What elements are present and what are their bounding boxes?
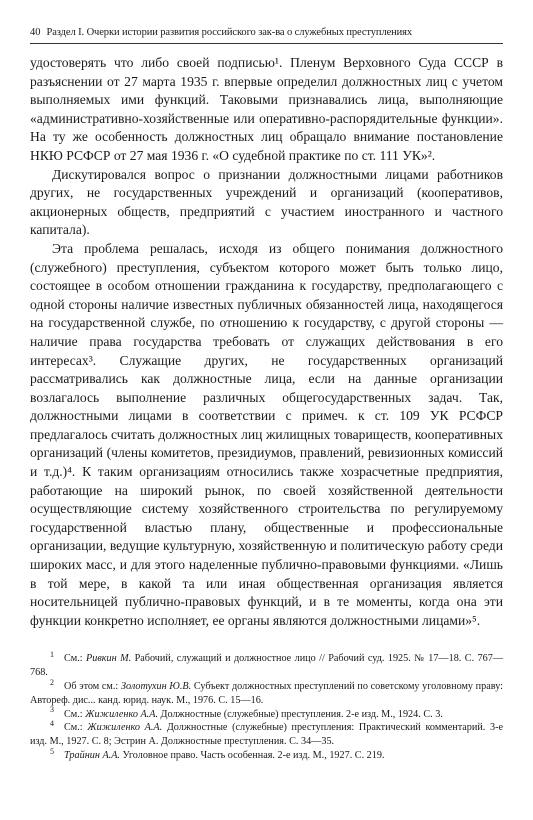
footnote-author: Ривкин М. <box>86 653 132 665</box>
footnote-number: 2 <box>50 677 54 687</box>
footnote-author: Жижиленко А.А. <box>85 708 158 720</box>
footnote-1: $^1$ См.: Ривкин М. Рабочий, служащий и должностное лицо // Рабочий суд. 1925. № 17—18. С. 767—768. <box>30 650 504 679</box>
footnote-2: $^2$ Об этом см.: Золотухин Ю.В. Субъект должностных преступлений по советскому уголовному праву: Автореф. дис... канд. юрид. наук. М., 1976. С. 15—16. <box>30 677 503 706</box>
footnote-number: 1 <box>50 650 54 660</box>
main-text <box>30 54 503 630</box>
footnote-number: 5 <box>50 746 54 756</box>
footnotes <box>30 652 503 762</box>
paragraph-2: Дискутировался вопрос о признании должностными лицами работников других, не государственных учреждений и организаций (кооперативов, акционерных обществ, предприятий с участием иностранного и частного капитала). <box>30 166 503 238</box>
paragraph-3: Эта проблема решалась, исходя из общего понимания должностного (служебного) преступления, субъектом которого может быть только лицо, состоящее в особом отношении гражданина к государству, предполагающего с одной стороны наличие известных публичных обязанностей лица, находящегося на государственной службе, по отношению к государству, с другой стороны — наличие права государства требовать от служащих действования в его интересах³. Служащие других, не государственных организаций рассматривались как должностные лица, если на данные организации возлагалось выполнение различных общегосударственных задач. Так, должностными лицами в соответствии с примеч. к ст. 109 УК РСФСР предлагалось считать должностных лиц жилищных товариществ, кооперативных организаций (члены комитетов, президиумов, правлений, ревизионных комиссий и т.д.)⁴. К таким организациям относились также хозрасчетные предприятия, работающие на широкий рынок, по своей хозяйственной деятельности осуществляющие систему хозяйственного строительства по регулируемому государственной властью плану, общественные и профессиональные организации, ведущие культурную, хозяйственную и политическую работу среди широких масс, и для этого наделенные публично-правовыми функциями. «Лишь в той мере, в какой та или иная общественная организация является носительницей публично-правовых функций, и в те моменты, когда она эти функции конкретно исполняет, ее органы являются должностными лицами»⁵. <box>30 240 503 628</box>
running-title: Раздел I. Очерки истории развития российского зак-ва о служебных преступлениях <box>46 27 413 38</box>
footnote-4: $^4$ См.: Жижиленко А.А. Должностные (служебные) преступления: Практический комментарий. 3-е изд. М., 1927. С. 8; Эстрин А. Должностные преступления. С. 34—35. <box>30 719 503 748</box>
footnote-number: 4 <box>50 719 54 728</box>
footnote-author: Трайнин А.А. <box>64 749 120 761</box>
footnote-3: $^3$ См.: Жижиленко А.А. Должностные (служебные) преступления. 2-е изд. М., 1924. С. 3. <box>50 705 443 720</box>
running-header <box>30 26 503 44</box>
footnote-number: 3 <box>50 705 54 715</box>
page-number: 40 <box>30 27 41 38</box>
footnote-author: Золотухин Ю.В. <box>120 681 192 692</box>
footnote-author: Жижиленко А.А. <box>87 722 163 734</box>
paragraph-1: удостоверять что либо своей подписью¹. Пленум Верховного Суда СССР в разъяснении от 27 марта 1935 г. впервые определил должностных лиц с учетом выполняемых ими функций. Таковыми признавались лица, выполняющие «административно-хозяйственные или оперативно-распорядительные функции». На ту же особенность должностных лиц обращало внимание постановление НКЮ РСФСР от 27 мая 1936 г. «О судебной практике по ст. 111 УК»². <box>30 55 503 163</box>
footnote-5: $^5$ Трайнин А.А. Уголовное право. Часть особенная. 2-е изд. М., 1927. С. 219. <box>50 746 385 761</box>
